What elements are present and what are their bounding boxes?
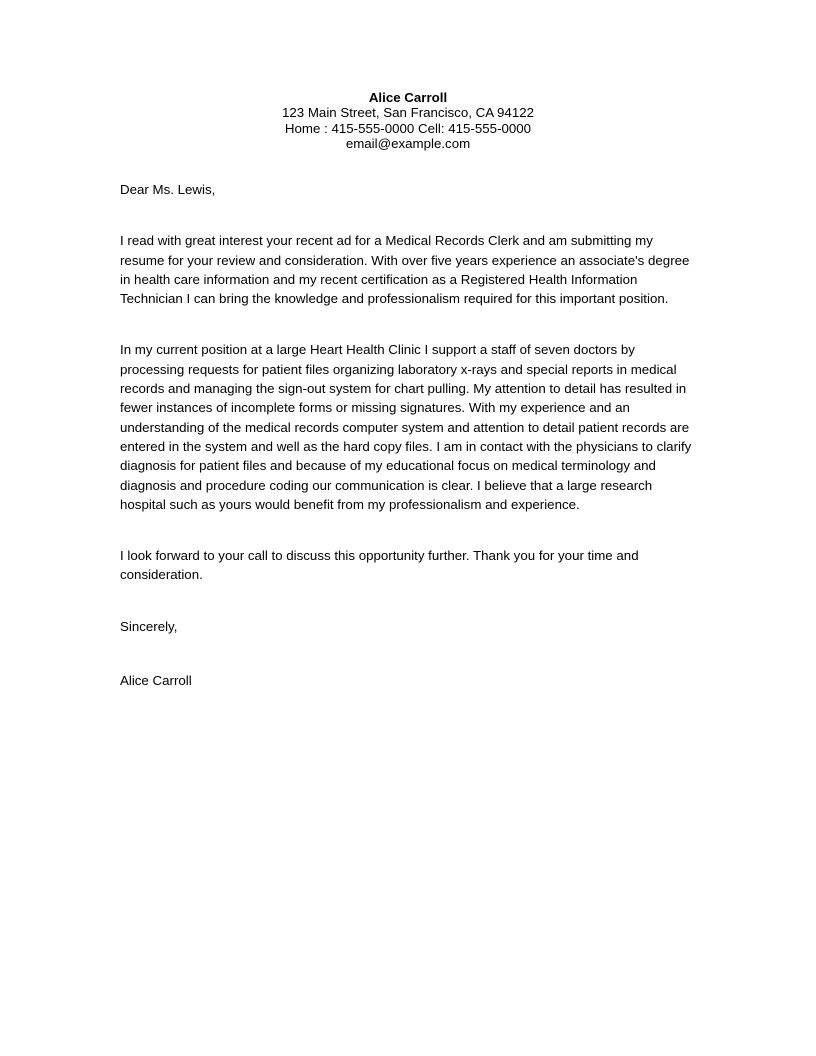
paragraph-intro: I read with great interest your recent ad for a Medical Records Clerk and am submitting my resume for your review and consideration. With over five years experience an associate's degree in health care information and my recent certification as a Registered Health Information Technician I can bring the knowledge and professionalism required for this important position.	[120, 233, 690, 307]
letter-header	[0, 90, 816, 152]
paragraph-callto-action: I look forward to your call to discuss this opportunity further. Thank you for your time and consideration.	[120, 548, 639, 583]
salutation: Dear Ms. Lewis,	[120, 182, 216, 197]
signature-name: Alice Carroll	[120, 673, 192, 689]
letter-body	[120, 180, 692, 690]
closing: Sincerely,	[120, 618, 178, 634]
sender-name: Alice Carroll	[368, 90, 448, 105]
sender-email: email@example.com	[345, 136, 471, 152]
sender-phone: Home : 415-555-0000 Cell: 415-555-0000	[284, 120, 532, 136]
sender-address: 123 Main Street, San Francisco, CA 94122	[281, 105, 535, 121]
paragraph-experience: In my current position at a large Heart Health Clinic I support a staff of seven doctors by processing requests for patient files organizing laboratory x-rays and special reports in medical records and managing the sign-out system for chart pulling. My attention to detail has resulted in fewer instances of incomplete forms or missing signatures. With my experience and an understanding of the medical records computer system and attention to detail patient records are entered in the system and well as the hard copy files. I am in contact with the physicians to clarify diagnosis for patient files and because of my educational focus on medical terminology and diagnosis and procedure coding our communication is clear. I believe that a large research hospital such as yours would benefit from my professionalism and experience.	[120, 342, 692, 512]
